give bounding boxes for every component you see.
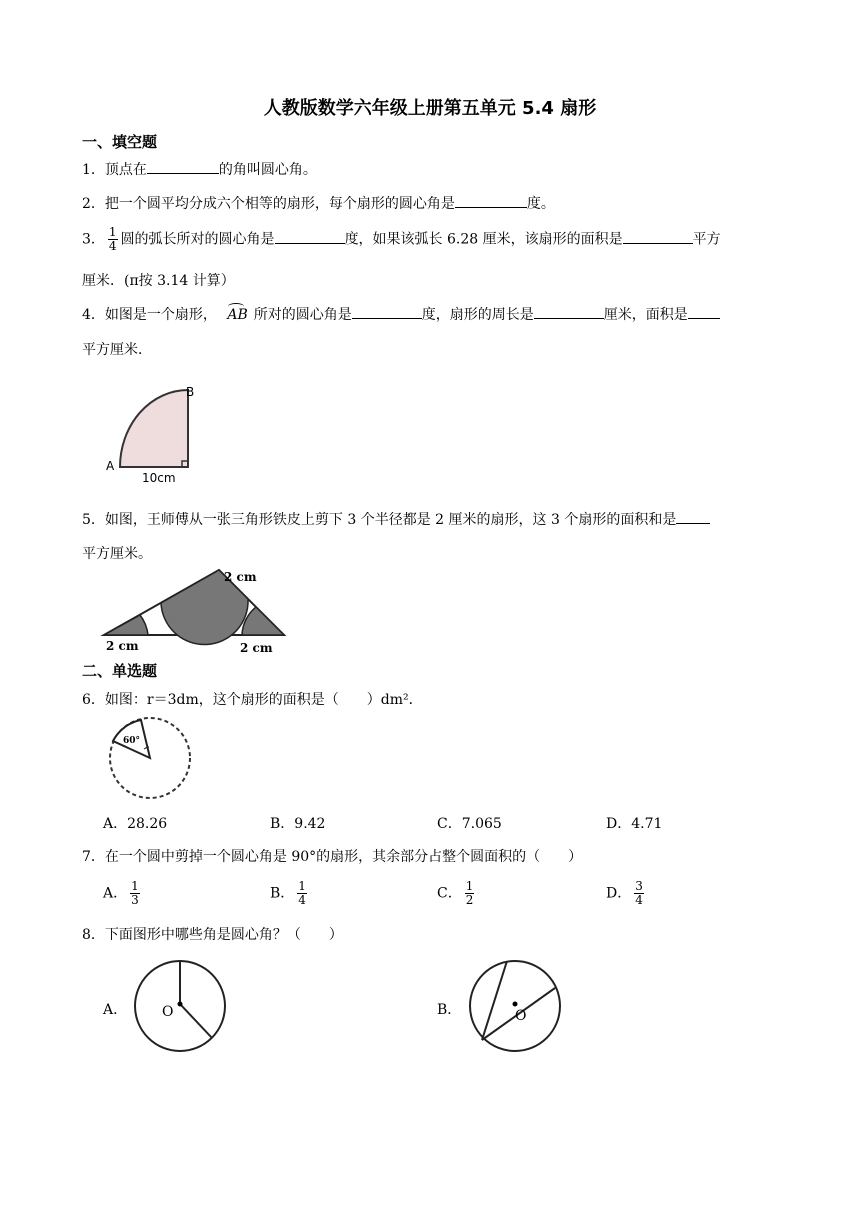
option-b[interactable]: B．9.42 <box>270 816 326 832</box>
answer-blank[interactable] <box>676 509 710 524</box>
fraction <box>108 226 118 253</box>
question-text: 厘米，面积是 <box>603 307 688 323</box>
question-text: 度，扇形的周长是 <box>421 307 534 323</box>
question-6 <box>82 689 423 709</box>
option-a[interactable] <box>103 880 143 907</box>
question-text: 在一个圆中剪掉一个圆心角是 90°的扇形，其余部分占整个圆面积的（ ） <box>104 849 583 865</box>
question-5 <box>82 509 710 529</box>
center-dot <box>178 1002 183 1007</box>
fraction <box>297 880 307 907</box>
question-number: 5． <box>82 512 105 528</box>
option-label: D． <box>606 885 632 902</box>
question-4 <box>82 304 720 324</box>
top-radius-label: 2 cm <box>224 570 257 584</box>
fraction-numerator: 1 <box>108 225 117 239</box>
right-radius-label: 2 cm <box>240 641 273 655</box>
fraction-numerator: 1 <box>298 879 306 893</box>
length-label: 10cm <box>142 471 176 485</box>
question-3 <box>82 226 721 253</box>
fraction-numerator: 1 <box>131 879 139 893</box>
center-dot <box>513 1002 518 1007</box>
answer-blank[interactable] <box>275 229 345 244</box>
question-number: 7． <box>82 849 105 865</box>
fraction-numerator: 3 <box>635 879 643 893</box>
arc-ab-symbol <box>227 307 247 323</box>
option-label: A． <box>103 885 128 902</box>
question-text: 如图是一个扇形， <box>104 307 217 323</box>
option-b[interactable]: B． <box>437 1002 462 1018</box>
option-b-circle-figure <box>467 958 563 1054</box>
option-a-circle-figure <box>132 958 228 1054</box>
center-label: O <box>162 1004 174 1020</box>
fraction <box>130 880 140 907</box>
question-7 <box>82 846 582 866</box>
question-text: 圆的弧长所对的圆心角是 <box>120 231 275 248</box>
angle-label: 60° <box>123 736 141 746</box>
fraction-denominator: 2 <box>465 893 474 907</box>
question-text: 平方 <box>692 231 721 248</box>
fraction-denominator: 4 <box>635 893 643 907</box>
question-3-line2: 厘米．(π按 3.14 计算） <box>82 273 235 289</box>
question-5-line2: 平方厘米。 <box>82 546 152 562</box>
fraction <box>465 880 475 907</box>
fraction <box>634 880 644 907</box>
fraction-denominator: 3 <box>131 893 139 907</box>
question-number: 2． <box>82 196 105 212</box>
center-label: O <box>515 1008 527 1024</box>
quarter-sector-figure <box>100 382 210 486</box>
radius-line <box>180 1004 212 1038</box>
option-c[interactable]: C．7.065 <box>437 816 502 832</box>
question-text: 如图，王师傅从一张三角形铁皮上剪下 3 个半径都是 2 厘米的扇形，这 3 个扇形的面积和是 <box>104 512 677 528</box>
answer-blank[interactable] <box>688 304 720 319</box>
fraction-numerator: 1 <box>465 879 474 893</box>
answer-blank[interactable] <box>352 304 422 319</box>
option-a[interactable]: A．28.26 <box>103 816 168 832</box>
question-text: 度。 <box>526 196 555 212</box>
option-d[interactable] <box>606 880 647 907</box>
triangle-sectors-figure <box>96 565 292 657</box>
answer-blank[interactable] <box>534 304 604 319</box>
question-number: 6． <box>82 692 105 708</box>
fraction-denominator: 4 <box>298 893 306 907</box>
question-number: 4． <box>82 307 105 323</box>
option-d[interactable]: D．4.71 <box>606 816 663 832</box>
section-single-choice-heading: 二、单选题 <box>82 662 158 680</box>
answer-blank[interactable] <box>455 193 527 208</box>
option-a[interactable]: A． <box>103 1002 128 1018</box>
option-label: B． <box>270 885 295 902</box>
option-label: C． <box>437 885 462 902</box>
sector-shape <box>120 390 188 467</box>
question-text: 如图：r＝3dm，这个扇形的面积是（ ）dm²． <box>104 692 423 708</box>
arc-label: AB <box>227 307 248 323</box>
answer-blank[interactable] <box>147 159 219 174</box>
point-a-label: A <box>106 459 115 473</box>
question-8 <box>82 924 343 944</box>
point-b-label: B <box>186 385 195 399</box>
question-text: 下面图形中哪些角是圆心角？（ ） <box>104 927 343 943</box>
question-number: 1． <box>82 162 105 178</box>
question-number: 8． <box>82 927 105 943</box>
fraction-denominator: 4 <box>108 239 117 253</box>
question-4-line2: 平方厘米． <box>82 342 152 358</box>
left-radius-label: 2 cm <box>106 639 139 653</box>
question-text: 度，如果该弧长 6.28 厘米，该扇形的面积是 <box>344 231 623 248</box>
question-2 <box>82 193 555 213</box>
circle-sector-60-figure <box>103 716 195 802</box>
section-fill-blank-heading: 一、填空题 <box>82 133 158 151</box>
left-sector <box>104 615 148 635</box>
question-number: 3． <box>82 231 105 248</box>
option-b[interactable] <box>270 880 310 907</box>
question-text: 所对的圆心角是 <box>253 307 352 323</box>
question-text: 顶点在 <box>104 162 147 178</box>
question-1 <box>82 159 317 179</box>
page-title: 人教版数学六年级上册第五单元 5.4 扇形 <box>263 98 597 119</box>
answer-blank[interactable] <box>623 229 693 244</box>
question-text: 把一个圆平均分成六个相等的扇形，每个扇形的圆心角是 <box>104 196 455 212</box>
arc-mark-icon <box>228 303 244 310</box>
option-c[interactable] <box>437 880 477 907</box>
question-text: 的角叫圆心角。 <box>218 162 317 178</box>
